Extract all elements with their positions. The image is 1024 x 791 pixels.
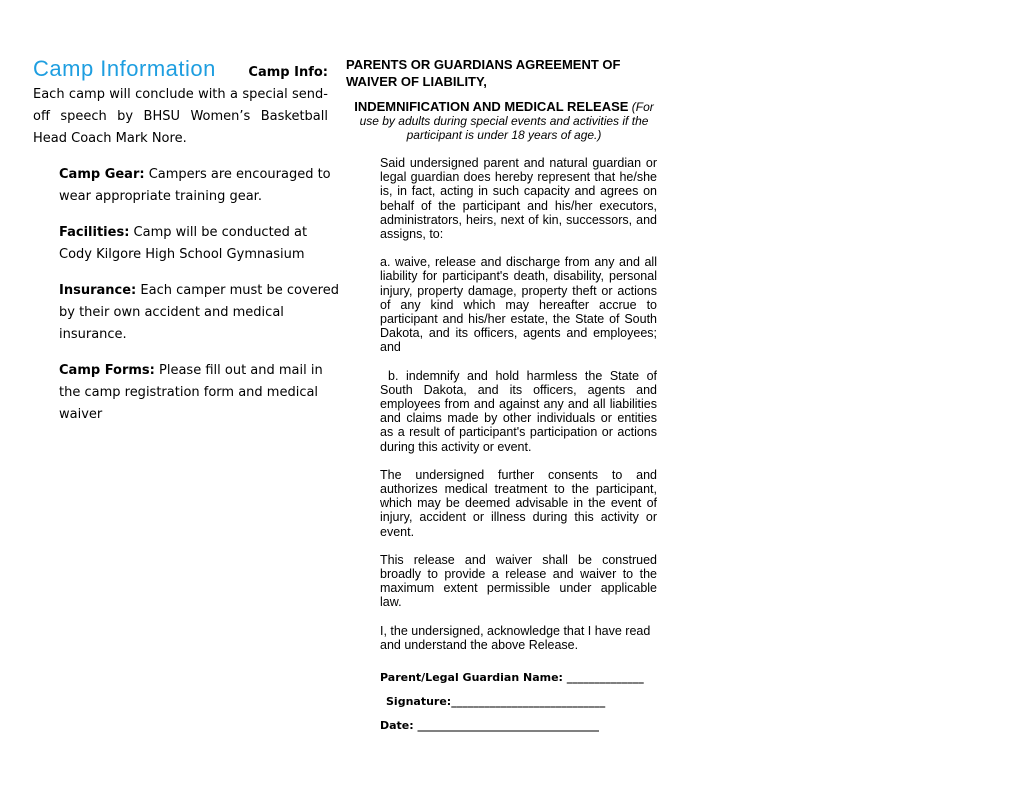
signature-field[interactable]: Signature:____________________________	[386, 695, 606, 709]
waiver-body	[380, 156, 657, 652]
waiver-paragraph: This release and waiver shall be construed broadly to provide a release and waiver to the maximum extent permissible under applicable law.	[380, 552, 657, 610]
release-note: (For use by adults during special events and activities if the participant is under 18 years of age.)	[359, 100, 654, 142]
camp-forms-item	[59, 360, 342, 426]
waiver-heading: PARENTS OR GUARDIANS AGREEMENT OF WAIVER OF LIABILITY,	[346, 57, 621, 89]
waiver-subheading	[354, 100, 654, 142]
camp-info-label: Camp Info:	[248, 65, 328, 80]
date-field[interactable]: Date: _________________________________	[380, 719, 600, 733]
camp-gear-text: Campers are encouraged to wear appropriate training gear.	[59, 167, 331, 204]
camp-information-column	[33, 56, 339, 426]
facilities-text: Camp will be conducted at Cody Kilgore High School Gymnasium	[59, 225, 308, 262]
insurance-text: Each camper must be covered by their own accident and medical insurance.	[59, 283, 339, 342]
facilities-label: Facilities:	[59, 225, 130, 240]
waiver-paragraph: The undersigned further consents to and authorizes medical treatment to the participant, which may be deemed advisable in the event of injury, accident or illness during this activity or event.	[380, 467, 657, 539]
camp-forms-text: Please fill out and mail in the camp registration form and medical waiver	[59, 363, 323, 422]
waiver-paragraph: b. indemnify and hold harmless the State of South Dakota, and its officers, agents and employees from and against any and all liabilities and claims made by other individuals or entities as a result of participant's participation or actions during this activity or event.	[380, 368, 657, 454]
signature-block	[380, 666, 666, 738]
camp-info-text: Each camp will conclude with a special send-off speech by BHSU Women’s Basketball Head Coach Mark Nore.	[33, 87, 328, 146]
waiver-paragraph: Said undersigned parent and natural guardian or legal guardian does hereby represent that he/she is, in fact, acting in such capacity and agrees on behalf of the participant and his/her executors, administrators, heirs, next of kin, successors, and assigns, to:	[380, 156, 657, 242]
waiver-paragraph: a. waive, release and discharge from any and all liability for participant's death, disability, personal injury, property damage, property theft or actions of any kind which may hereafter accrue to participant and his/her estate, the State of South Dakota, and its officers, agents and employees; and	[380, 255, 657, 355]
camp-gear-label: Camp Gear:	[59, 167, 145, 182]
release-heading: INDEMNIFICATION AND MEDICAL RELEASE	[354, 99, 629, 114]
facilities-item	[59, 222, 342, 266]
camp-information-title: Camp Information	[33, 56, 216, 81]
guardian-name-field[interactable]: Parent/Legal Guardian Name: ______________	[380, 671, 644, 685]
insurance-item	[59, 280, 342, 346]
waiver-paragraph: I, the undersigned, acknowledge that I have read and understand the above Release.	[380, 623, 651, 652]
waiver-column	[346, 56, 666, 738]
camp-information-header	[33, 58, 328, 84]
insurance-label: Insurance:	[59, 283, 137, 298]
camp-forms-label: Camp Forms:	[59, 363, 155, 378]
camp-gear-item	[59, 164, 342, 208]
